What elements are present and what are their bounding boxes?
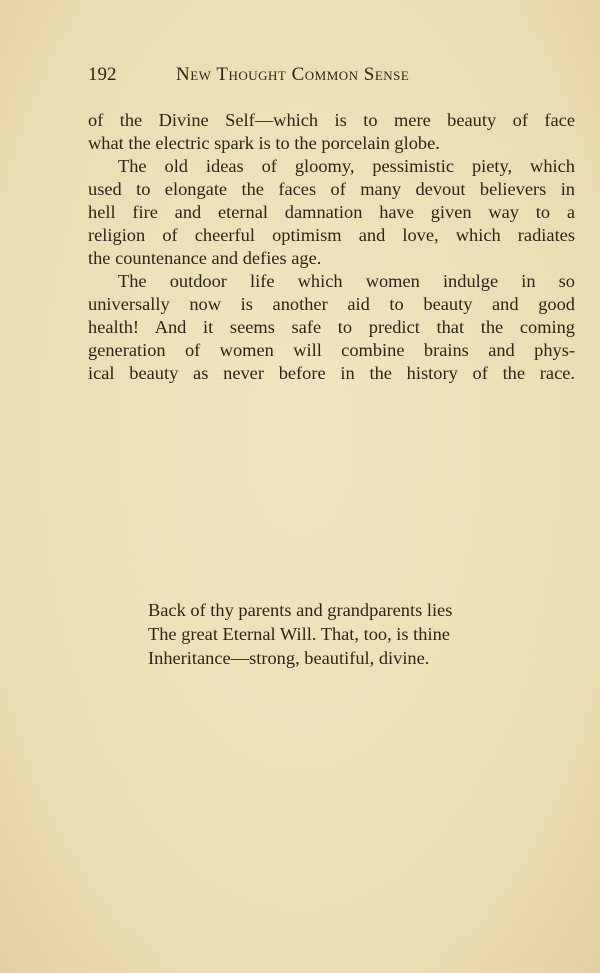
- text-line: the countenance and defies age.: [88, 248, 322, 268]
- running-header: [88, 64, 575, 90]
- text-line: health! And it seems safe to predict that the coming: [88, 317, 575, 337]
- text-line: used to elongate the faces of many devout believers in: [88, 179, 575, 199]
- poem-line: The great Eternal Will. That, too, is thine: [148, 624, 450, 644]
- text-line: The old ideas of gloomy, pessimistic piety, which: [118, 156, 575, 176]
- poem-line: Back of thy parents and grandparents lies: [148, 600, 453, 620]
- running-title: New Thought Common Sense: [176, 64, 410, 85]
- text-line: religion of cheerful optimism and love, which radiates: [88, 225, 575, 245]
- text-line: ical beauty as never before in the history of the race.: [88, 363, 575, 383]
- body-text: [88, 109, 575, 385]
- page-number: 192: [88, 64, 117, 85]
- text-line: what the electric spark is to the porcelain globe.: [88, 133, 440, 153]
- text-line: universally now is another aid to beauty and good: [88, 294, 575, 314]
- poem-line: Inheritance—strong, beautiful, divine.: [148, 648, 430, 668]
- text-line: hell fire and eternal damnation have given way to a: [88, 202, 575, 222]
- poem-verse: [148, 598, 452, 670]
- text-line: generation of women will combine brains and phys-: [88, 340, 575, 360]
- text-line: The outdoor life which women indulge in so: [118, 271, 575, 291]
- text-line: of the Divine Self—which is to mere beauty of face: [88, 110, 575, 130]
